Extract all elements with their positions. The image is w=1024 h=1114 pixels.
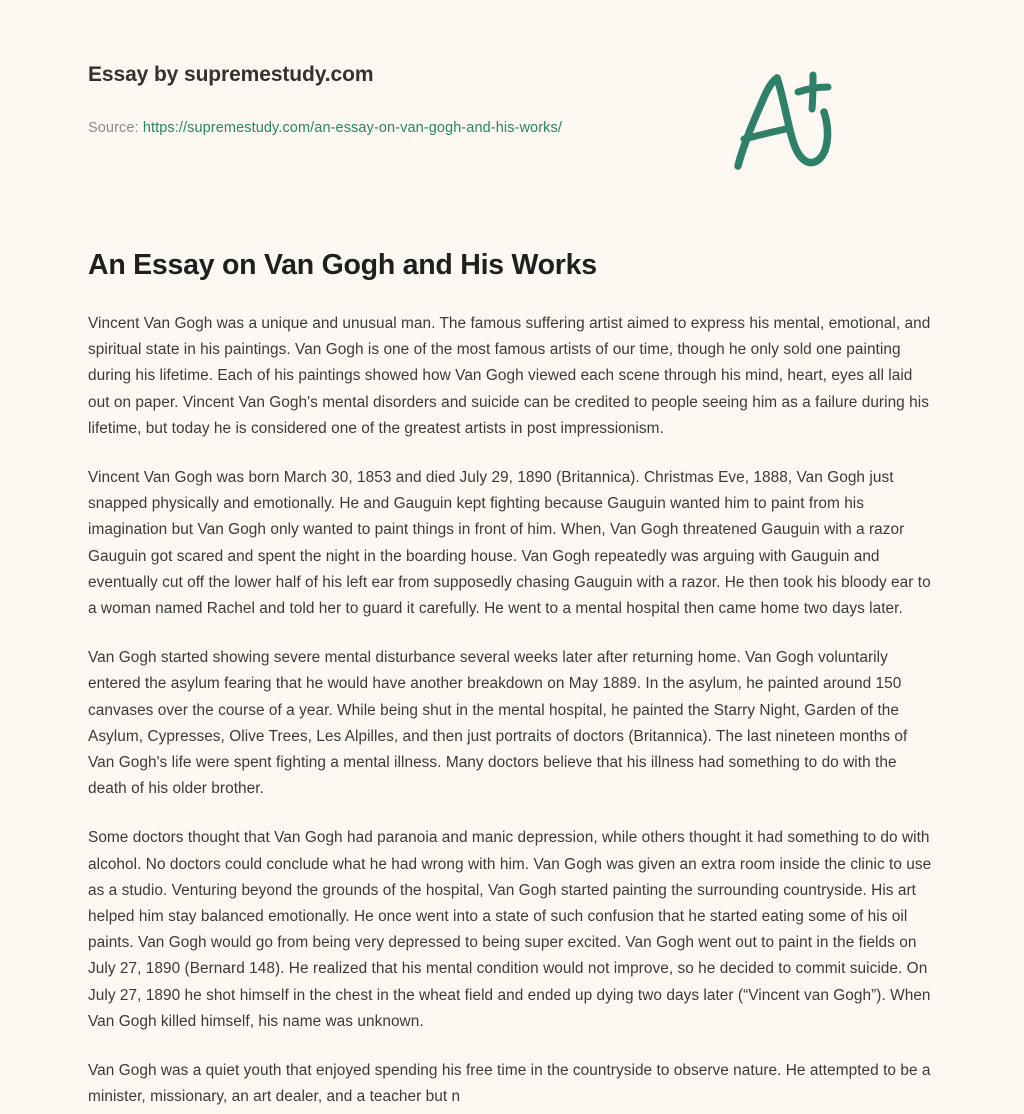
brand-byline: Essay by supremestudy.com xyxy=(88,63,374,86)
body-paragraph: Vincent Van Gogh was born March 30, 1853 and died July 29, 1890 (Britannica). Christmas Eve, 1888, Van Gogh just snapped physically and emotionally. He and Gauguin kept fighting because Gauguin wanted him to paint from his imagination but Van Gogh only wanted to paint things in front of him. When, Van Gogh threatened Gauguin with a razor Gauguin got scared and spent the night in the boarding house. Van Gogh repeatedly was arguing with Gauguin and eventually cut off the lower half of his left ear from supposedly chasing Gauguin with a razor. He then took his bloody ear to a woman named Rachel and told her to guard it carefully. He went to a mental hospital then came home two days later. xyxy=(88,469,931,618)
page-title: An Essay on Van Gogh and His Works xyxy=(88,249,597,281)
a-plus-handwritten-logo-icon[interactable] xyxy=(728,66,838,174)
body-paragraph: Some doctors thought that Van Gogh had paranoia and manic depression, while others thought it had something to do with alcohol. No doctors could conclude what he had wrong with him. Van Gogh was given an extra room inside the clinic to use as a studio. Venturing beyond the grounds of the hospital, Van Gogh started painting the surrounding countryside. His art helped him stay balanced emotionally. He once went into a state of such confusion that he started eating some of his oil paints. Van Gogh would go from being very depressed to being super excited. Van Gogh went out to paint in the fields on July 27, 1890 (Bernard 148). He realized that his mental condition would not improve, so he decided to commit suicide. On July 27, 1890 he shot himself in the chest in the wheat field and ended up dying two days later (“Vincent van Gogh”). When Van Gogh killed himself, his name was unknown. xyxy=(88,829,932,1030)
source-label: Source: xyxy=(88,120,139,136)
source-url-link[interactable]: https://supremestudy.com/an-essay-on-van-gogh-and-his-works/ xyxy=(142,120,562,136)
body-paragraph: Van Gogh started showing severe mental disturbance several weeks later after returning home. Van Gogh voluntarily entered the asylum fearing that he would have another breakdown on May 1889. In the asylum, he painted around 150 canvases over the course of a year. While being shut in the mental hospital, he painted the Starry Night, Garden of the Asylum, Cypresses, Olive Trees, Les Alpilles, and then just portraits of doctors (Britannica). The last nineteen months of Van Gogh's life were spent fighting a mental illness. Many doctors believe that his illness had something to do with the death of his older brother. xyxy=(88,649,908,798)
source-line xyxy=(88,120,562,136)
document-body xyxy=(88,311,938,1110)
body-paragraph: Vincent Van Gogh was a unique and unusual man. The famous suffering artist aimed to express his mental, emotional, and spiritual state in his paintings. Van Gogh is one of the most famous artists of our time, though he only sold one painting during his lifetime. Each of his paintings showed how Van Gogh viewed each scene through his mind, heart, eyes all laid out on paper. Vincent Van Gogh's mental disorders and suicide can be credited to people seeing him as a failure during his lifetime, but today he is considered one of the greatest artists in post impressionism. xyxy=(88,315,931,437)
body-paragraph: Van Gogh was a quiet youth that enjoyed spending his free time in the countryside to observe nature. He attempted to be a minister, missionary, an art dealer, and a teacher but n xyxy=(88,1062,931,1106)
document-header xyxy=(88,0,936,185)
